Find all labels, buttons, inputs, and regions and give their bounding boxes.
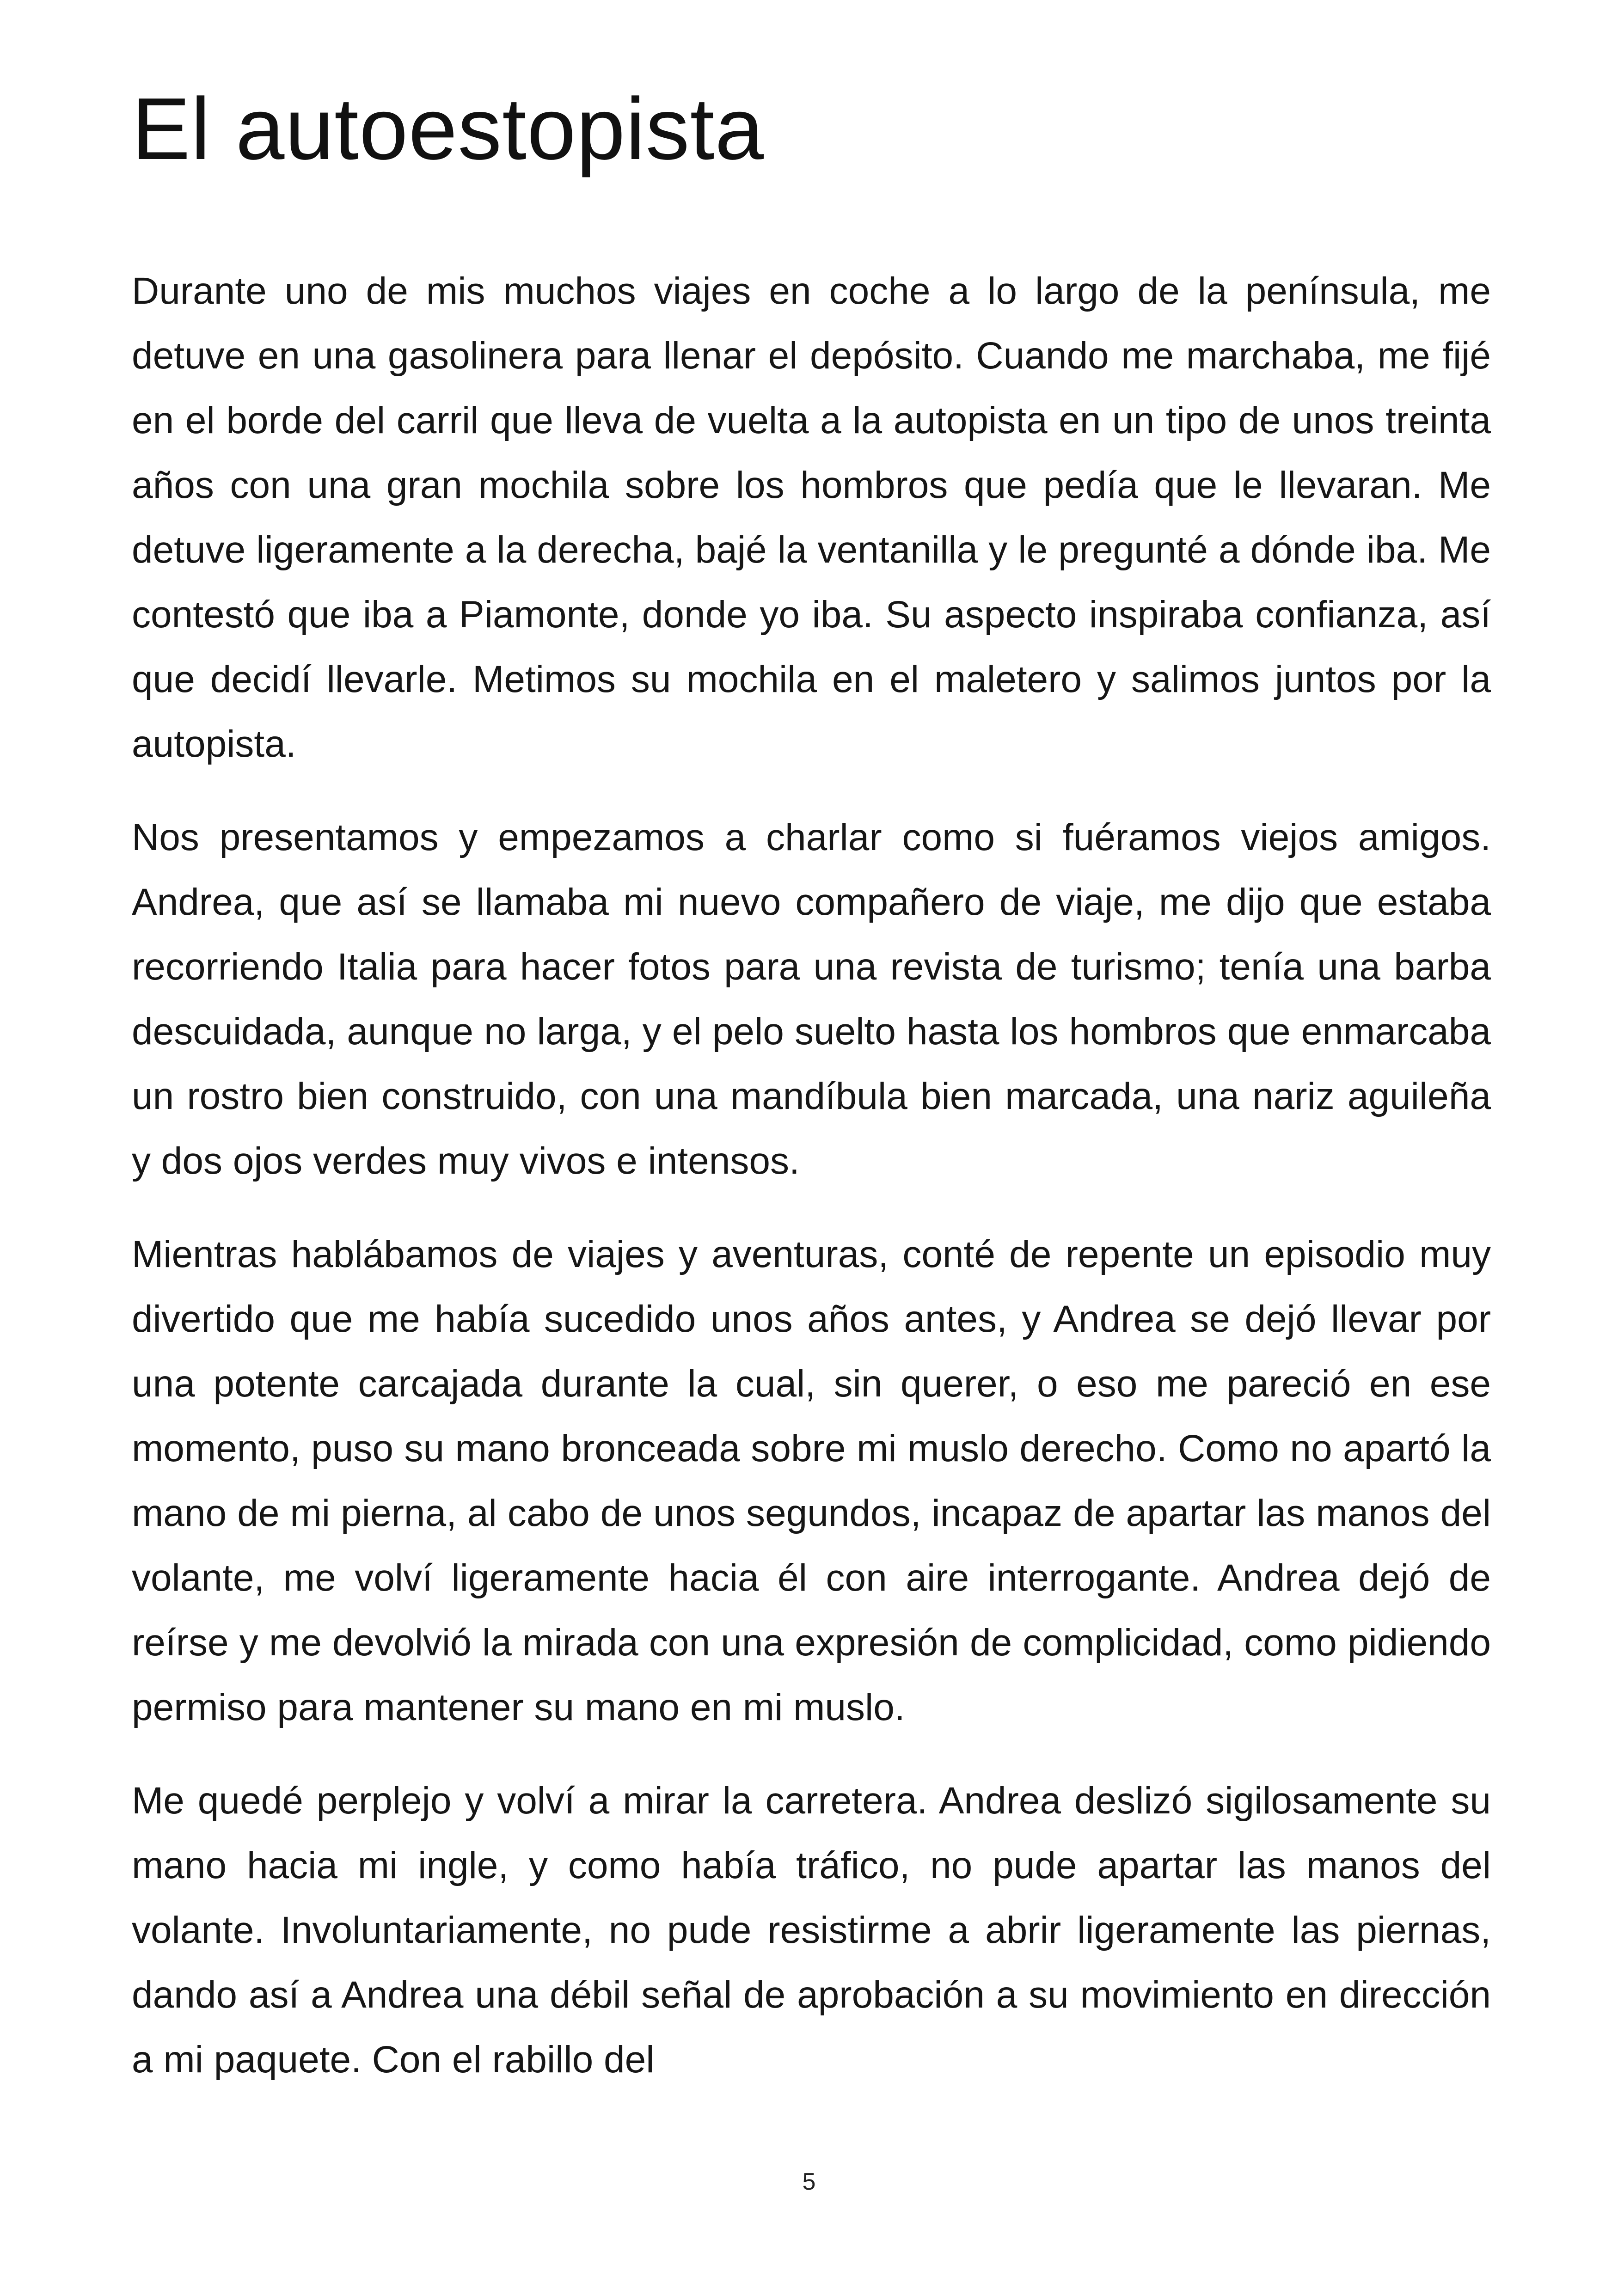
paragraph-3: Mientras hablábamos de viajes y aventuras, conté de repente un episodio muy divertido que me había sucedido unos años antes, y Andrea se dejó llevar por una potente carcajada durante la cual, sin querer, o eso me pareció en ese momento, puso su mano bronceada sobre mi muslo derecho. Como no apartó la mano de mi pierna, al cabo de unos segundos, incapaz de apartar las manos del volante, me volví ligeramente hacia él con aire interrogante. Andrea dejó de reírse y me devolvió la mirada con una expresión de complicidad, como pidiendo permiso para mantener su mano en mi muslo. bbox=[132, 1233, 1491, 1728]
chapter-title: El autoestopista bbox=[132, 80, 764, 178]
paragraph-2: Nos presentamos y empezamos a charlar como si fuéramos viejos amigos. Andrea, que así se llamaba mi nuevo compañero de viaje, me dijo que estaba recorriendo Italia para hacer fotos para una revista de turismo; tenía una barba descuidada, aunque no larga, y el pelo suelto hasta los hombros que enmarcaba un rostro bien construido, con una mandíbula bien marcada, una nariz aguileña y dos ojos verdes muy vivos e intensos. bbox=[132, 816, 1491, 1182]
paragraph-1: Durante uno de mis muchos viajes en coche a lo largo de la península, me detuve en una gasolinera para llenar el depósito. Cuando me marchaba, me fijé en el borde del carril que lleva de vuelta a la autopista en un tipo de unos treinta años con una gran mochila sobre los hombros que pedía que le llevaran. Me detuve ligeramente a la derecha, bajé la ventanilla y le pregunté a dónde iba. Me contestó que iba a Piamonte, donde yo iba. Su aspecto inspiraba confianza, así que decidí llevarle. Metimos su mochila en el maletero y salimos juntos por la autopista. bbox=[132, 270, 1491, 765]
page-number: 5 bbox=[802, 2168, 816, 2195]
paragraph-4: Me quedé perplejo y volví a mirar la carretera. Andrea deslizó sigilosamente su mano hacia mi ingle, y como había tráfico, no pude apartar las manos del volante. Involuntariamente, no pude resistirme a abrir ligeramente las piernas, dando así a Andrea una débil señal de aprobación a su movimiento en dirección a mi paquete. Con el rabillo del bbox=[132, 1780, 1491, 2081]
chapter-body bbox=[132, 259, 1491, 2121]
